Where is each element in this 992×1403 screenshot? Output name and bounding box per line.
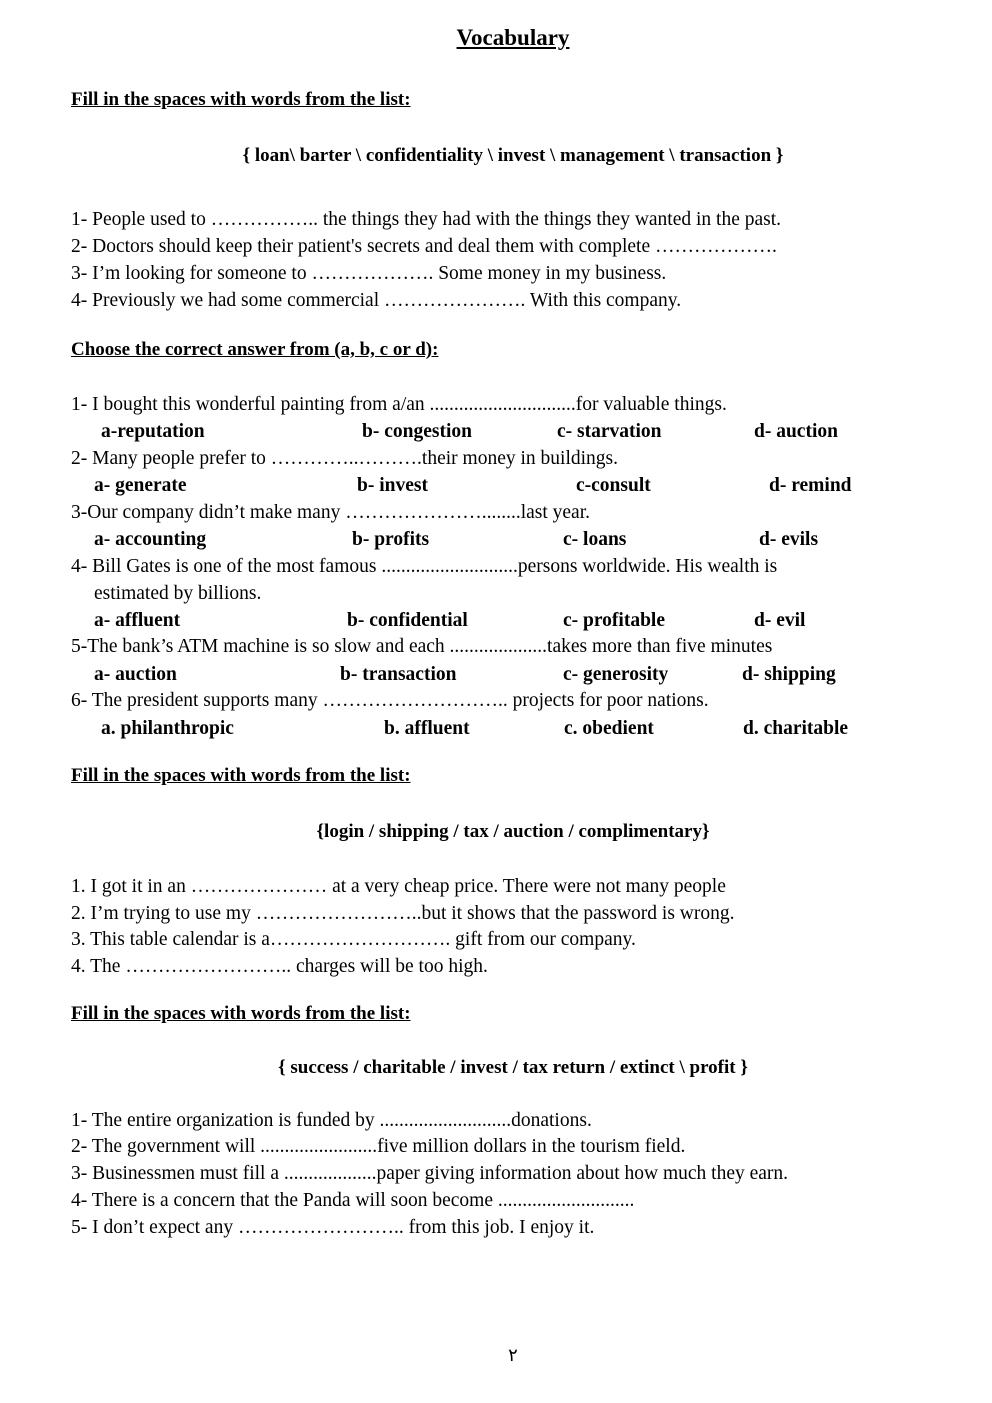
question-4-option-b: b- confidential <box>347 610 468 631</box>
question-3: 3-Our company didn’t make many …………………........last year. <box>71 502 591 523</box>
question-2-option-c: c-consult <box>576 475 651 496</box>
question-5-option-a: a- auction <box>94 664 177 685</box>
question-1: 1- I bought this wonderful painting from a/an ..............................for valuable things. <box>71 394 727 415</box>
question-4-option-c: c- profitable <box>563 610 665 631</box>
section3-item-3: 3. This table calendar is a………………………. gift from our company. <box>71 929 636 950</box>
section4-word-list: { success / charitable / invest / tax return / extinct \ profit } <box>278 1057 748 1078</box>
question-6-option-a: a. philanthropic <box>101 718 234 739</box>
section4-item-1: 1- The entire organization is funded by ...........................donations. <box>71 1110 592 1131</box>
question-3-option-a: a- accounting <box>94 529 207 550</box>
section1-item-3: 3- I’m looking for someone to ………………. Some money in my business. <box>71 263 667 284</box>
section1-heading: Fill in the spaces with words from the list: <box>71 89 411 110</box>
section3-heading: Fill in the spaces with words from the list: <box>71 765 411 786</box>
section4-item-5: 5- I don’t expect any …………………….. from this job. I enjoy it. <box>71 1217 595 1238</box>
question-4-option-a: a- affluent <box>94 610 181 631</box>
question-5-option-b: b- transaction <box>340 664 457 685</box>
question-3-option-c: c- loans <box>563 529 627 550</box>
section1-item-4: 4- Previously we had some commercial …………………. With this company. <box>71 290 682 311</box>
section4-item-4: 4- There is a concern that the Panda will soon become ............................ <box>71 1190 635 1211</box>
section1-word-list: { loan\ barter \ confidentiality \ invest \ management \ transaction } <box>242 145 784 166</box>
question-1-option-c: c- starvation <box>557 421 662 442</box>
question-6: 6- The president supports many ……………………….. projects for poor nations. <box>71 690 709 711</box>
question-6-option-d: d. charitable <box>743 718 849 739</box>
section1-item-2: 2- Doctors should keep their patient's secrets and deal them with complete ………………. <box>71 236 777 257</box>
question-1-option-d: d- auction <box>754 421 838 442</box>
question-6-option-b: b. affluent <box>384 718 470 739</box>
question-2-option-a: a- generate <box>94 475 187 496</box>
question-6-option-c: c. obedient <box>564 718 654 739</box>
section4-heading: Fill in the spaces with words from the list: <box>71 1003 411 1024</box>
page-number: ٢ <box>508 1345 518 1365</box>
question-3-option-d: d- evils <box>759 529 819 550</box>
section4-item-3: 3- Businessmen must fill a ...................paper giving information about how much they earn. <box>71 1163 789 1184</box>
section3-item-2: 2. I’m trying to use my ……………………..but it shows that the password is wrong. <box>71 903 735 924</box>
section4-item-2: 2- The government will ........................five million dollars in the tourism field. <box>71 1136 686 1157</box>
question-1-option-a: a-reputation <box>101 421 205 442</box>
section1-item-1: 1- People used to …………….. the things they had with the things they wanted in the past. <box>71 209 782 230</box>
question-4: 4- Bill Gates is one of the most famous ............................persons worldwide. His wealth is <box>71 556 778 577</box>
question-2-option-b: b- invest <box>357 475 428 496</box>
question-5: 5-The bank’s ATM machine is so slow and each ....................takes more than five minutes <box>71 636 773 657</box>
section3-item-1: 1. I got it in an ………………… at a very cheap price. There were not many people <box>71 876 726 897</box>
question-2: 2- Many people prefer to …………..……….their money in buildings. <box>71 448 618 469</box>
page-title: Vocabulary <box>456 25 570 50</box>
section2-heading: Choose the correct answer from (a, b, c or d): <box>71 339 439 360</box>
question-1-option-b: b- congestion <box>362 421 472 442</box>
question-2-option-d: d- remind <box>769 475 852 496</box>
question-3-option-b: b- profits <box>352 529 430 550</box>
question-4-continuation: estimated by billions. <box>94 583 262 604</box>
section3-item-4: 4. The …………………….. charges will be too high. <box>71 956 488 977</box>
question-5-option-d: d- shipping <box>742 664 836 685</box>
question-5-option-c: c- generosity <box>563 664 669 685</box>
section3-word-list: {login / shipping / tax / auction / complimentary} <box>316 821 710 842</box>
question-4-option-d: d- evil <box>754 610 806 631</box>
